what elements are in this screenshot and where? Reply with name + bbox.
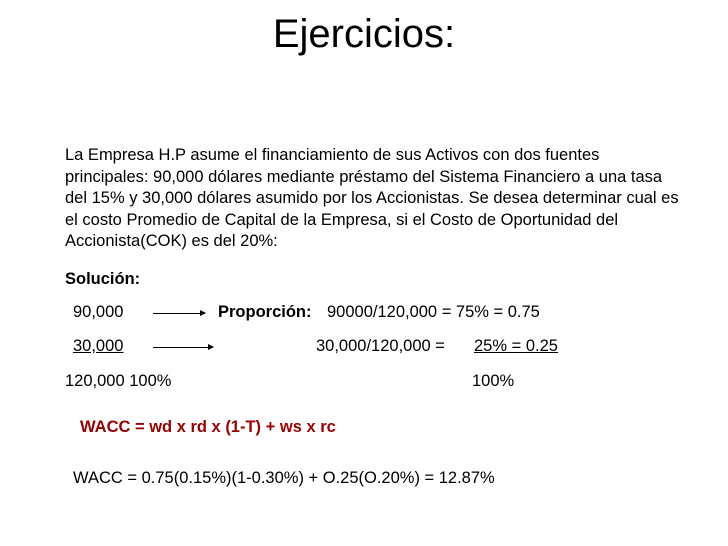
- row1-proportion-label: Proporción:: [218, 303, 312, 321]
- row1-arrow-icon: [153, 313, 205, 314]
- row3-total: 120,000 100%: [65, 372, 172, 390]
- row2-arrow-icon: [153, 347, 213, 348]
- row1-calculation: 90000/120,000 = 75% = 0.75: [327, 303, 540, 321]
- solution-label: Solución:: [65, 270, 141, 288]
- row2-result: 25% = 0.25: [474, 337, 558, 355]
- wacc-result: WACC = 0.75(0.15%)(1-0.30%) + O.25(O.20%) = 12.87%: [73, 469, 495, 487]
- row2-amount: 30,000: [73, 337, 124, 355]
- row3-percent: 100%: [472, 372, 515, 390]
- problem-statement: La Empresa H.P asume el financiamiento de sus Activos con dos fuentes principales: 90,000 dólares mediante préstamo del Sistema Financiero a una tasa del 15% y 30,000 dólares asumido por los Accionistas. Se desea determinar cual es el costo Promedio de Capital de la Empresa, si el Costo de Oportunidad del Accionista(COK) es del 20%:: [65, 146, 679, 250]
- wacc-formula: WACC = wd x rd x (1-T) + ws x rc: [80, 418, 336, 436]
- slide-title: Ejercicios:: [272, 12, 456, 56]
- row1-amount: 90,000: [73, 303, 124, 321]
- row2-calculation: 30,000/120,000 =: [316, 337, 445, 355]
